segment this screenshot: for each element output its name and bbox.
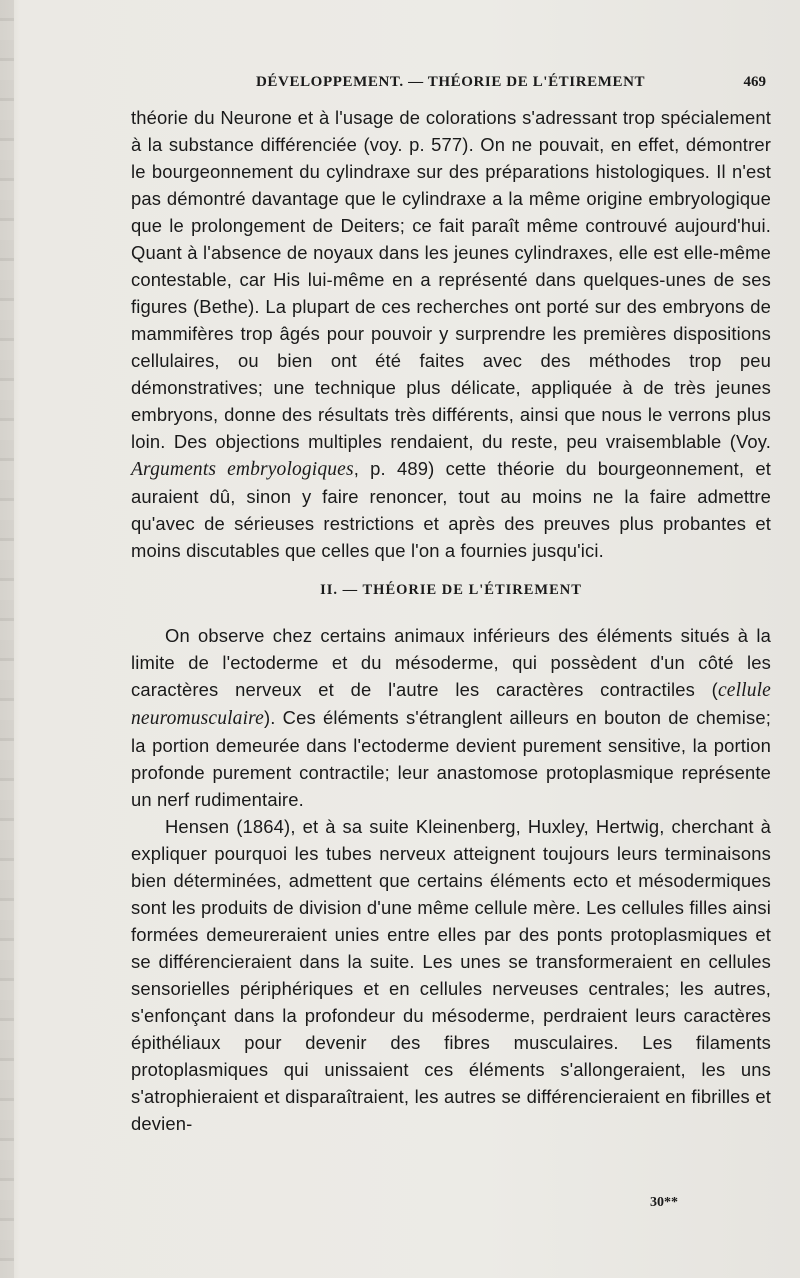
signature-mark: 30** — [650, 1195, 678, 1210]
page-number: 469 — [743, 74, 766, 90]
running-head — [256, 74, 766, 96]
paragraph-2-text-a: On observe chez certains animaux inférieurs des éléments situés à la limite de l'ectoderme et du mésoderme, qui possèdent d'un côté les caractères nerveux et de l'autre les caractères contractiles ( — [131, 625, 771, 700]
paragraph-1-text-b: , p. 489) cette théorie du bourgeonnement, et auraient dû, sinon y faire renoncer, tout au moins ne la faire admettre qu'avec de sérieuses restrictions et après des preuves plus probantes et moins discutables que celles que l'on a fournies jusqu'ici. — [131, 458, 771, 561]
paragraph-1-text-a: théorie du Neurone et à l'usage de colorations s'adressant trop spécialement à la substance différenciée (voy. p. 577). On ne pouvait, en effet, démontrer le bourgeonnement du cylindraxe sur des préparations histologiques. Il n'est pas démontré davantage que le cylindraxe a la même origine embryologique que le prolongement de Deiters; ce fait paraît même controuvé aujourd'hui. Quant à l'absence de noyaux dans les jeunes cylindraxes, elle est elle-même contestable, car His lui-même en a représenté dans quelques-unes de ses figures (Bethe). La plupart de ces recherches ont porté sur des embryons de mammifères trop âgés pour pouvoir y surprendre les premières dispositions cellulaires, ou bien ont été faites avec des méthodes trop peu démonstratives; une technique plus délicate, appliquée à de très jeunes embryons, donne des résultats très différents, ainsi que nous le verrons plus loin. Des objections multiples rendaient, du reste, peu vraisemblable (Voy. — [131, 107, 771, 452]
section-heading: II. — THÉORIE DE L'ÉTIREMENT — [320, 582, 582, 598]
body-text — [131, 104, 771, 1137]
paragraph-3: Hensen (1864), et à sa suite Kleinenberg, Huxley, Hertwig, cherchant à expliquer pourquoi les tubes nerveux atteignent toujours leurs terminaisons bien déterminées, admettent que certains éléments ecto et mésodermiques sont les produits de division d'une même cellule mère. Les cellules filles ainsi formées demeureraient unies entre elles par des ponts protoplasmiques et se différencieraient dans la suite. Les unes se transformeraient en cellules sensorielles périphériques et en cellules nerveuses centrales; les autres, s'enfonçant dans la profondeur du mésoderme, perdraient leurs caractères épithéliaux pour devenir des fibres musculaires. Les filaments protoplasmiques qui unissaient ces éléments s'allongeraient, les uns s'atrophieraient et disparaîtraient, les autres se différencieraient en fibrilles et devien- — [131, 816, 771, 1134]
paragraph-2-italic: cellule neuromusculaire — [131, 680, 771, 729]
page-binding-edge — [0, 0, 14, 1278]
paragraph-1 — [131, 104, 771, 564]
paragraph-2-text-b: ). Ces éléments s'étranglent ailleurs en bouton de chemise; la portion demeurée dans l'ectoderme devient purement sensitive, la portion profonde purement contractile; leur anastomose protoplasmique représente un nerf rudimentaire. — [131, 707, 771, 810]
running-title: DÉVELOPPEMENT. — THÉORIE DE L'ÉTIREMENT — [256, 74, 646, 90]
paragraph-2 — [131, 622, 771, 813]
paragraph-1-italic: Arguments embryologiques — [131, 459, 354, 480]
